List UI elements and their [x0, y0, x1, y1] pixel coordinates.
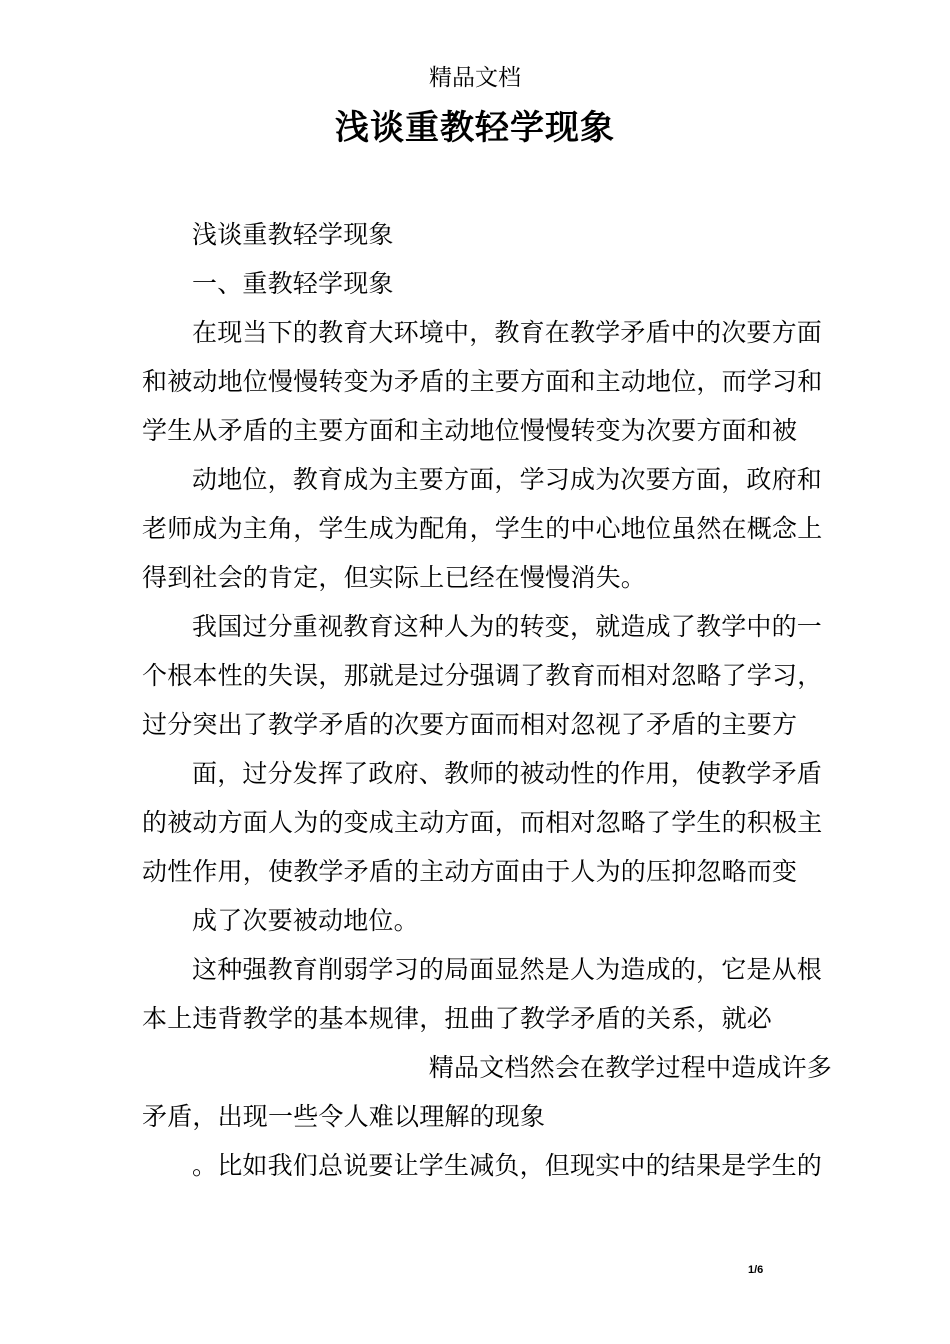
document-title: 浅谈重教轻学现象 — [335, 108, 615, 148]
paragraph-line: 。比如我们总说要让学生减负，但现实中的结果是学生的 — [192, 1151, 823, 1180]
paragraph-line: 矛盾，出现一些令人难以理解的现象 — [142, 1102, 546, 1131]
paragraph-line-watermark: 精品文档然会在教学过程中造成许多 — [428, 1053, 832, 1082]
paragraph-line: 老师成为主角，学生成为配角，学生的中心地位虽然在概念上 — [142, 514, 823, 543]
paragraph-line: 这种强教育削弱学习的局面显然是人为造成的，它是从根 — [192, 955, 823, 984]
paragraph-line: 成了次要被动地位。 — [192, 906, 419, 935]
paragraph-line: 学生从矛盾的主要方面和主动地位慢慢转变为次要方面和被 — [142, 416, 798, 445]
paragraph-line: 动性作用，使教学矛盾的主动方面由于人为的压抑忽略而变 — [142, 857, 798, 886]
page-number: 1/6 — [748, 1264, 764, 1276]
subsection-heading: 一、重教轻学现象 — [192, 269, 394, 298]
paragraph-line: 得到社会的肯定，但实际上已经在慢慢消失。 — [142, 563, 647, 592]
paragraph-line: 面，过分发挥了政府、教师的被动性的作用，使教学矛盾 — [192, 759, 823, 788]
paragraph-line: 个根本性的失误，那就是过分强调了教育而相对忽略了学习， — [142, 661, 823, 690]
paragraph-line: 过分突出了教学矛盾的次要方面而相对忽视了矛盾的主要方 — [142, 710, 798, 739]
paragraph-line: 本上违背教学的基本规律，扭曲了教学矛盾的关系，就必 — [142, 1004, 773, 1033]
paragraph-line: 在现当下的教育大环境中，教育在教学矛盾中的次要方面 — [192, 318, 823, 347]
paragraph-line: 和被动地位慢慢转变为矛盾的主要方面和主动地位，而学习和 — [142, 367, 823, 396]
paragraph-line: 动地位，教育成为主要方面，学习成为次要方面，政府和 — [192, 465, 823, 494]
paragraph-line: 的被动方面人为的变成主动方面，而相对忽略了学生的积极主 — [142, 808, 823, 837]
section-heading: 浅谈重教轻学现象 — [192, 220, 394, 249]
paragraph-line: 我国过分重视教育这种人为的转变，就造成了教学中的一 — [192, 612, 823, 641]
header-watermark-label: 精品文档 — [429, 65, 521, 91]
document-body — [142, 210, 832, 1190]
